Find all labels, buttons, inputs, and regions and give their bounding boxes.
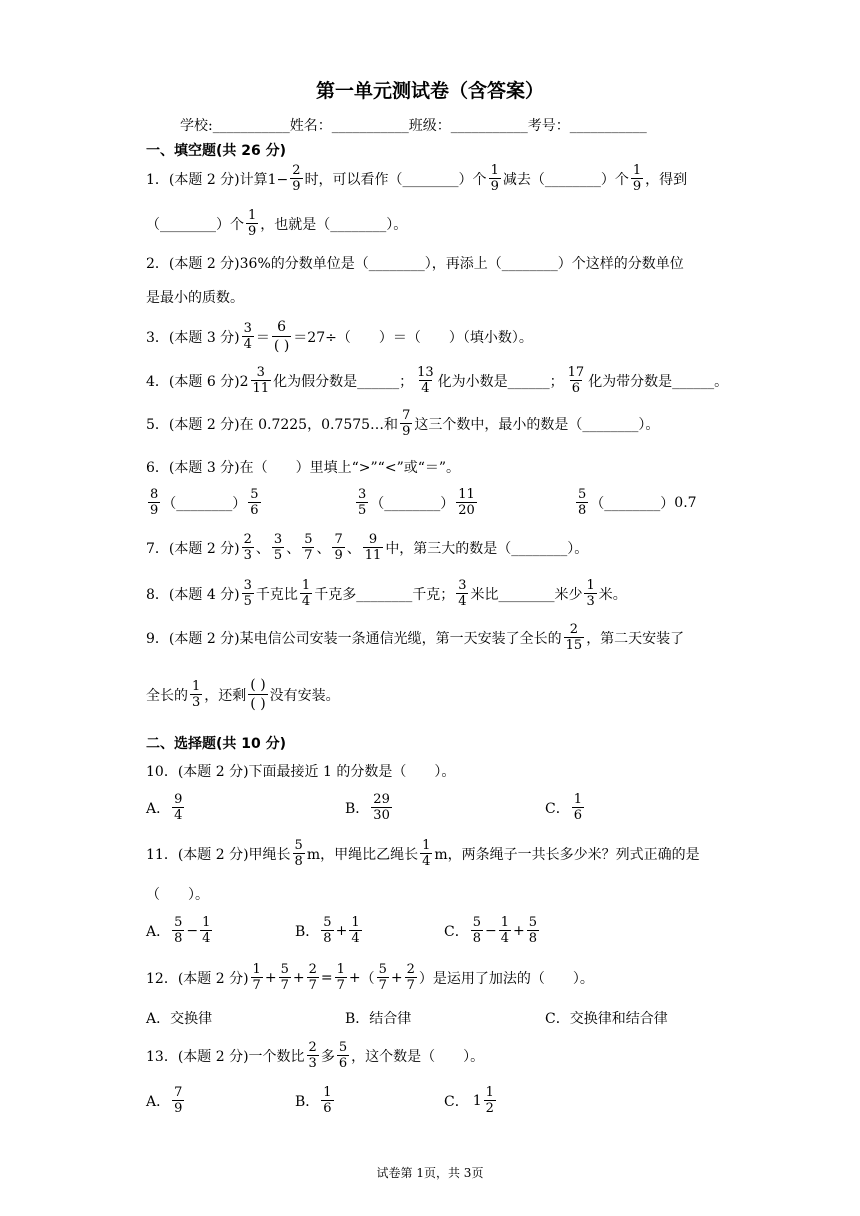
option-label: A． [146, 1093, 171, 1110]
q10-option-c [545, 792, 586, 823]
q12-option-c: C．交换律和结合律 [545, 1011, 668, 1027]
fraction: $\frac{2}{7}$ [308, 962, 317, 993]
q1-text-b: 时，可以看作（________）个 [304, 171, 487, 188]
compare-item-3 [574, 487, 697, 518]
operator: + [335, 922, 348, 939]
q11-option-b [295, 915, 364, 946]
fraction: $\frac{1}{2}$ [485, 1085, 494, 1116]
fraction: $\frac{2}{3}$ [243, 532, 252, 563]
operator: + [390, 969, 403, 986]
question-3 [146, 318, 533, 355]
q7-text-b: 中，第三大的数是（________）。 [385, 540, 589, 557]
fraction: $\frac{17}{6}$ [567, 365, 585, 396]
q5-text-a: 5．(本题 2 分)在 0.7225，0.7575…和 [146, 416, 399, 433]
fraction: $\frac{11}{20}$ [458, 487, 475, 518]
question-8 [146, 578, 627, 609]
operator: − [186, 922, 199, 939]
q11-option-a [146, 915, 214, 946]
fraction: $\frac{3}{5}$ [243, 578, 252, 609]
fraction: $\frac{1}{4}$ [500, 915, 510, 946]
compare-item-1 [146, 487, 263, 518]
q9-text-c: 全长的 [146, 687, 188, 704]
q8-text-a: 8．(本题 4 分) [146, 586, 240, 603]
option-label: B． [295, 1093, 320, 1110]
separator: 、 [255, 540, 270, 557]
q5-text-b: 这三个数中，最小的数是（________）。 [414, 416, 660, 433]
section-fill-in: 一、填空题(共 26 分) [146, 143, 287, 159]
operator: + [292, 969, 305, 986]
fraction: $\frac{5}{7}$ [280, 962, 289, 993]
fraction: $\frac{7}{9}$ [334, 532, 343, 563]
fraction: $\frac{5}{8}$ [174, 915, 183, 946]
fraction: $\frac{1}{6}$ [323, 1085, 332, 1116]
question-4 [146, 365, 728, 396]
fraction: $\frac{5}{8}$ [528, 915, 538, 946]
operator: + [264, 969, 277, 986]
fraction: $\frac{5}{6}$ [338, 1040, 348, 1071]
q10-option-a [146, 792, 186, 823]
fraction: $\frac{1}{9}$ [490, 163, 499, 194]
operator: − [485, 922, 497, 939]
q7-text-a: 7．(本题 2 分) [146, 540, 240, 557]
question-11-line-1 [146, 838, 700, 869]
question-9-line-2 [146, 676, 340, 713]
q3-text-c: ＝27÷（ ）＝（ ）（填小数）。 [293, 329, 533, 346]
q1-text-c: 减去（________）个 [502, 171, 629, 188]
fraction: $\frac{1}{4}$ [202, 915, 211, 946]
operator: = [320, 969, 333, 986]
question-5 [146, 408, 659, 439]
question-6: 6．(本题 3 分)在（ ）里填上“>”“<”或“＝”。 [146, 460, 461, 476]
q12-option-a: A．交换律 [146, 1011, 213, 1027]
question-7 [146, 532, 588, 563]
question-10: 10．(本题 2 分)下面最接近 1 的分数是（ ）。 [146, 764, 456, 780]
fraction: $\frac{2}{7}$ [406, 962, 415, 993]
operator: + [513, 922, 525, 939]
option-label: C． [444, 923, 469, 940]
fraction: $\frac{5}{8}$ [294, 838, 303, 869]
option-label: B． [345, 800, 370, 817]
q13-option-c [444, 1085, 498, 1116]
option-label: C． [545, 800, 570, 817]
paren: ） [418, 970, 433, 987]
fraction: $\frac{2}{15}$ [565, 622, 583, 653]
q13-text-c: ，这个数是（ ）。 [351, 1048, 485, 1065]
option-label: A． [146, 800, 171, 817]
q10-option-b [345, 792, 394, 823]
fraction: $\frac{9}{11}$ [364, 532, 382, 563]
q4-text-c: 化为小数是______； [437, 373, 564, 390]
fraction: $\frac{1}{4}$ [301, 578, 311, 609]
q4-text-b: 化为假分数是______； [273, 373, 414, 390]
question-1-line-1 [146, 163, 687, 194]
question-13 [146, 1040, 484, 1071]
fraction: $\frac{8}{9}$ [150, 487, 159, 518]
q1-text-f: ，也就是（________）。 [260, 216, 408, 233]
fraction: $\frac{3}{5}$ [358, 487, 367, 518]
fraction: $\frac{3}{4}$ [243, 321, 252, 352]
fraction: $\frac{7}{9}$ [402, 408, 411, 439]
q9-text-d: ，还剩 [204, 687, 247, 704]
q8-text-c: 千克多________千克； [314, 586, 455, 603]
compare-blank: （________） [370, 495, 455, 512]
fraction: $\frac{1}{4}$ [351, 915, 360, 946]
option-label: C． [444, 1093, 469, 1110]
q9-text-b: ，第二天安装了 [586, 630, 685, 647]
compare-item-2 [354, 487, 479, 518]
fraction: $\frac{29}{30}$ [373, 792, 390, 823]
q8-text-d: 米比________米少 [470, 586, 583, 603]
fraction: $\frac{3}{5}$ [273, 532, 283, 563]
q13-option-b [295, 1085, 336, 1116]
fraction: $\frac{2}{9}$ [292, 163, 301, 194]
mixed-whole: 1 [472, 1092, 482, 1109]
question-11-line-2: （ ）。 [146, 887, 209, 903]
fraction: $\frac{9}{4}$ [174, 792, 183, 823]
question-12 [146, 962, 594, 993]
fraction: $\frac{1}{7}$ [336, 962, 345, 993]
q11-text-c: m，两条绳子一共长多少米？列式正确的是 [434, 846, 700, 863]
fraction: $\frac{5}{7}$ [304, 532, 313, 563]
fraction-blank: $\frac{6}{( )}$ [273, 319, 290, 354]
option-label: A． [146, 923, 171, 940]
fraction: $\frac{1}{9}$ [248, 208, 257, 239]
operator: + [348, 969, 361, 986]
fraction: $\frac{13}{4}$ [417, 365, 434, 396]
compare-value: 0.7 [674, 494, 697, 511]
q8-text-b: 千克比 [255, 586, 298, 603]
q9-text-a: 9．(本题 2 分)某电信公司安装一条通信光缆，第一天安装了全长的 [146, 630, 562, 647]
separator: 、 [286, 540, 301, 557]
fraction: $\frac{1}{6}$ [573, 792, 582, 823]
page-title: 第一单元测试卷（含答案） [315, 80, 544, 102]
fraction-blank: $\frac{( )}{( )}$ [250, 677, 266, 712]
fraction: $\frac{1}{9}$ [632, 163, 642, 194]
fraction: $\frac{5}{7}$ [378, 962, 387, 993]
fraction: $\frac{1}{3}$ [586, 578, 595, 609]
compare-blank: （________） [590, 495, 675, 512]
fraction: $\frac{5}{6}$ [250, 487, 259, 518]
section-choice: 二、选择题(共 10 分) [146, 736, 287, 752]
q4-text-a: 4．(本题 6 分)2 [146, 373, 249, 390]
fraction: $\frac{1}{4}$ [422, 838, 431, 869]
q4-text-d: 化为带分数是______。 [588, 373, 729, 390]
q13-option-a [146, 1085, 186, 1116]
q11-option-c [444, 915, 541, 946]
q9-text-e: 没有安装。 [269, 687, 340, 704]
fraction: $\frac{7}{9}$ [174, 1085, 183, 1116]
q1-text-d: ，得到 [645, 171, 688, 188]
fraction: $\frac{5}{8}$ [472, 915, 481, 946]
q12-text-b: 是运用了加法的（ ）。 [432, 970, 594, 987]
question-9-line-1 [146, 622, 684, 653]
fraction: $\frac{1}{3}$ [192, 679, 201, 710]
fraction: $\frac{2}{3}$ [308, 1040, 317, 1071]
separator: 、 [346, 540, 361, 557]
fraction: $\frac{5}{8}$ [578, 487, 587, 518]
q3-text-b: ＝ [255, 329, 270, 346]
q13-text-b: 多 [320, 1048, 335, 1065]
page-footer: 试卷第 1页，共 3页 [376, 1166, 484, 1180]
question-2-line-1: 2．(本题 2 分)36%的分数单位是（________），再添上（________）个这样的分数单位 [146, 256, 684, 272]
q11-text-b: m，甲绳比乙绳长 [306, 846, 419, 863]
q11-text-a: 11．(本题 2 分)甲绳长 [146, 846, 291, 863]
q12-option-b: B．结合律 [345, 1011, 412, 1027]
q13-text-a: 13．(本题 2 分)一个数比 [146, 1048, 305, 1065]
student-info-line: 学校:___________姓名：___________班级：___________考号：___________ [180, 118, 647, 134]
fraction: $\frac{5}{8}$ [323, 915, 332, 946]
separator: 、 [316, 540, 331, 557]
fraction: $\frac{1}{7}$ [252, 962, 261, 993]
q1-text-e: （________）个 [146, 216, 244, 233]
q12-text-a: 12．(本题 2 分) [146, 970, 249, 987]
q3-text-a: 3．(本题 3 分) [146, 329, 240, 346]
question-1-line-2 [146, 208, 407, 239]
compare-blank: （________） [162, 495, 247, 512]
paren: （ [360, 970, 375, 987]
q1-text-a: 1．(本题 2 分)计算1− [146, 171, 289, 188]
question-2-line-2: 是最小的质数。 [146, 290, 244, 306]
q8-text-e: 米。 [598, 586, 627, 603]
option-label: B． [295, 923, 320, 940]
fraction: $\frac{3}{4}$ [458, 578, 467, 609]
fraction: $\frac{3}{11}$ [252, 365, 270, 396]
